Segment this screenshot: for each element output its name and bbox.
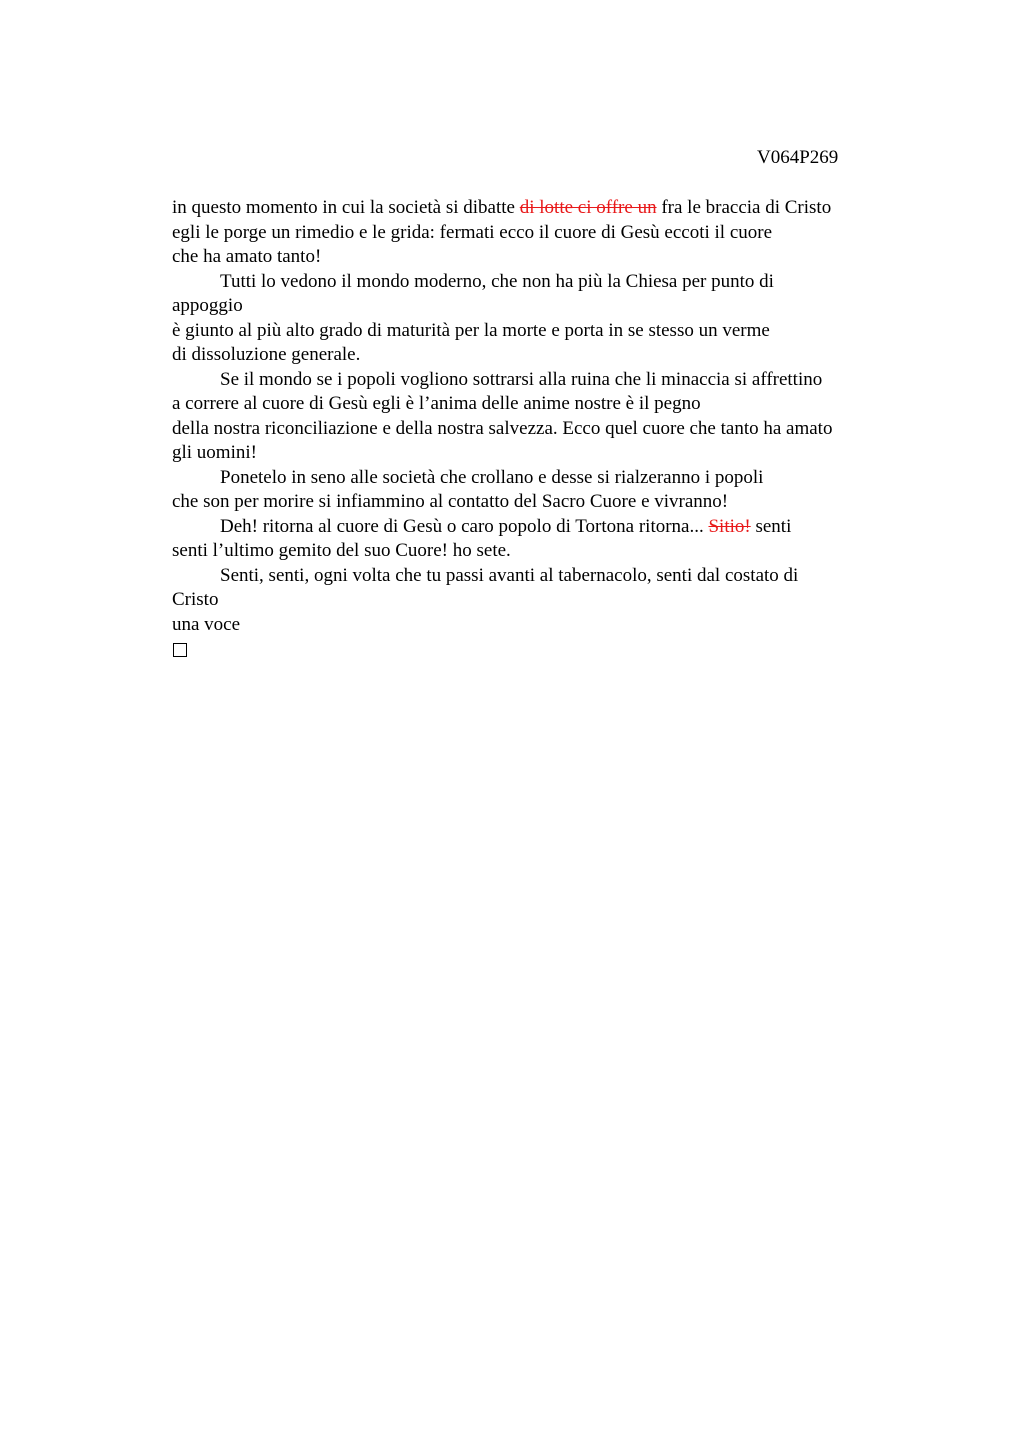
struck-deletion: Sitio! — [708, 515, 751, 537]
page-identifier: V064P269 — [757, 147, 839, 168]
text-line: Cristo — [172, 589, 219, 610]
text-line: che ha amato tanto! — [172, 246, 322, 267]
text-line: egli le porge un rimedio e le grida: fermati ecco il cuore di Gesù eccoti il cuore — [172, 221, 773, 243]
empty-square-icon — [173, 643, 187, 657]
text-line — [172, 196, 902, 221]
line-text: senti — [750, 515, 792, 537]
text-line: della nostra riconciliazione e della nostra salvezza. Ecco quel cuore che tanto ha amato — [172, 417, 833, 439]
text-line: che son per morire si infiammino al contatto del Sacro Cuore e vivranno! — [172, 491, 729, 512]
text-line-indented: Ponetelo in seno alle società che crollano e desse si rialzeranno i popoli — [220, 466, 764, 488]
struck-deletion: di lotte ci offre un — [519, 197, 657, 218]
line-text: Deh! ritorna al cuore di Gesù o caro popolo di Tortona ritorna... — [220, 515, 709, 537]
text-line: a correre al cuore di Gesù egli è l’anima delle anime nostre è il pegno — [172, 393, 701, 414]
text-line: una voce — [172, 613, 241, 635]
transcription-body — [172, 196, 902, 657]
text-line-indented: Tutti lo vedono il mondo moderno, che non ha più la Chiesa per punto di — [220, 270, 774, 292]
line-text: fra le braccia di Cristo — [656, 197, 832, 218]
text-line: senti l’ultimo gemito del suo Cuore! ho sete. — [172, 540, 511, 561]
text-line: gli uomini! — [172, 442, 257, 463]
text-line: di dissoluzione generale. — [172, 344, 361, 365]
text-line: è giunto al più alto grado di maturità per la morte e porta in se stesso un verme — [172, 319, 770, 341]
text-line-indented: Senti, senti, ogni volta che tu passi avanti al tabernacolo, senti dal costato di — [220, 564, 799, 586]
line-text: in questo momento in cui la società si dibatte — [172, 197, 520, 218]
text-line: appoggio — [172, 295, 243, 316]
text-line-indented — [172, 515, 902, 540]
text-line-indented: Se il mondo se i popoli vogliono sottrarsi alla ruina che li minaccia si affrettino — [220, 368, 823, 390]
